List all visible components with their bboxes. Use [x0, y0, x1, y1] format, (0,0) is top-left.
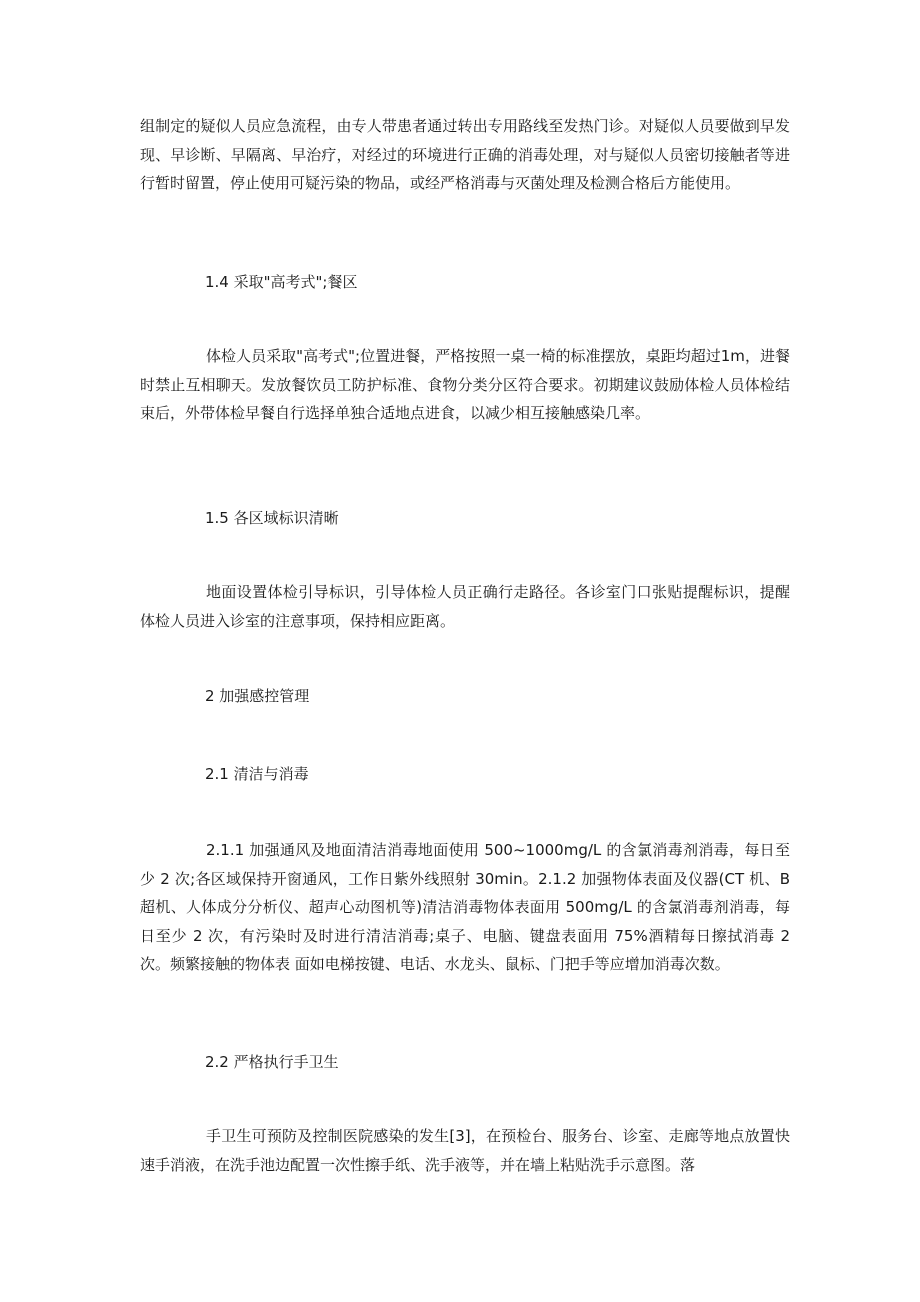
heading-1-4: 1.4 采取"高考式";餐区 [205, 273, 358, 291]
paragraph-cleaning-disinfection: 2.1.1 加强通风及地面清洁消毒地面使用 500~1000mg/L 的含氯消毒剂消毒，每日至少 2 次;各区域保持开窗通风，工作日紫外线照射 30min。2.1.2 加强物体表面及仪器(CT 机、B 超机、人体成分分析仪、超声心动图机等)清洁消毒物体表面用 500mg/L 的含氯消毒剂消毒，每日至少 2 次，有污染时及时进行清洁消毒;桌子、电脑、键盘表面用 75%酒精每日擦拭消毒 2 次。频繁接触的物体表 面如电梯按键、电话、水龙头、鼠标、门把手等应增加消毒次数。 [140, 841, 790, 973]
heading-2: 2 加强感控管理 [205, 687, 310, 705]
heading-1-5: 1.5 各区域标识清晰 [205, 509, 339, 527]
paragraph-area-signage: 地面设置体检引导标识，引导体检人员正确行走路径。各诊室门口张贴提醒标识，提醒体检人员进入诊室的注意事项，保持相应距离。 [140, 583, 790, 630]
paragraph-emergency-process: 组制定的疑似人员应急流程，由专人带患者通过转出专用路线至发热门诊。对疑似人员要做到早发现、早诊断、早隔离、早治疗，对经过的环境进行正确的消毒处理，对与疑似人员密切接触者等进行暂时留置，停止使用可疑污染的物品，或经严格消毒与灭菌处理及检测合格后方能使用。 [140, 117, 790, 192]
heading-2-2: 2.2 严格执行手卫生 [205, 1053, 339, 1071]
paragraph-hand-hygiene: 手卫生可预防及控制医院感染的发生[3]，在预检台、服务台、诊室、走廊等地点放置快速手消液，在洗手池边配置一次性擦手纸、洗手液等，并在墙上粘贴洗手示意图。落 [140, 1127, 790, 1174]
heading-2-1: 2.1 清洁与消毒 [205, 765, 309, 783]
paragraph-dining-area: 体检人员采取"高考式";位置进餐，严格按照一桌一椅的标准摆放，桌距均超过1m，进餐时禁止互相聊天。发放餐饮员工防护标准、食物分类分区符合要求。初期建议鼓励体检人员体检结束后，外带体检早餐自行选择单独合适地点进食，以减少相互接触感染几率。 [140, 347, 790, 422]
